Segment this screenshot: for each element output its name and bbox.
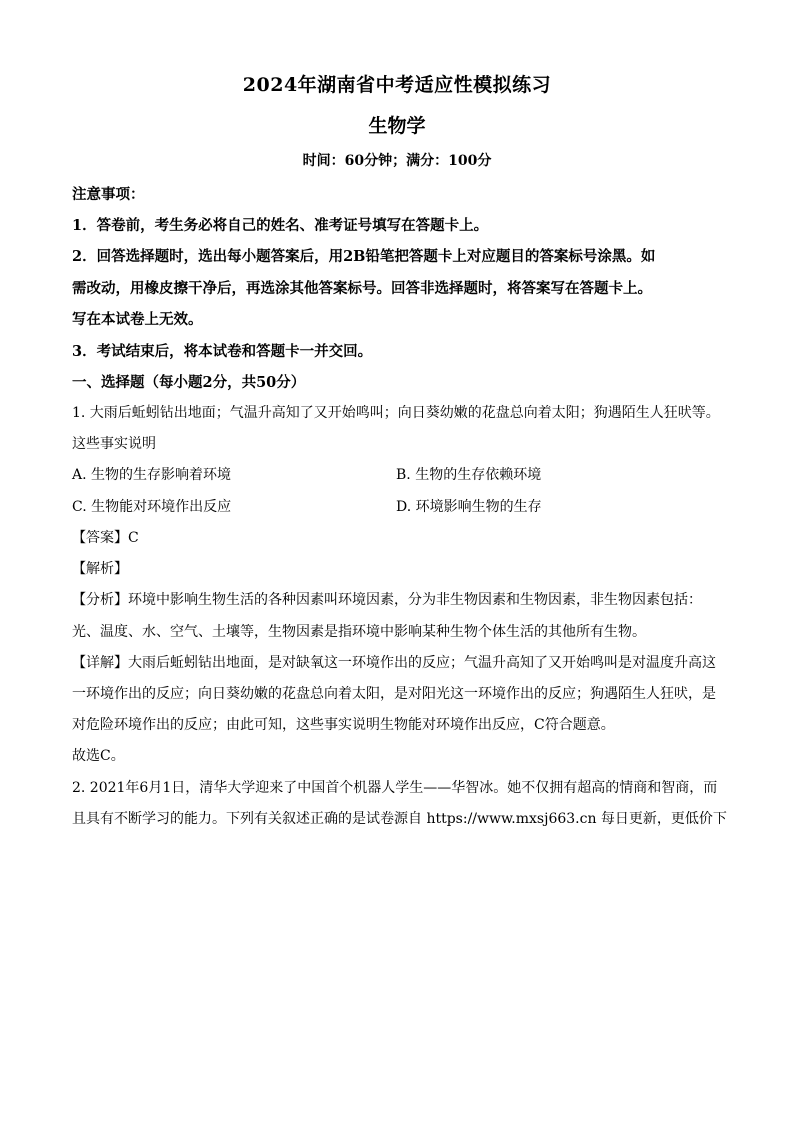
q1-fenxi-line-1: 【分析】环境中影响生物生活的各种因素叫环境因素，分为非生物因素和生物因素，非生物因素包括： bbox=[72, 592, 702, 608]
q1-detail-line-1: 【详解】大雨后蚯蚓钻出地面，是对缺氧这一环境作出的反应；气温升高知了又开始鸣叫是对温度升高这 bbox=[72, 655, 716, 671]
notice-item-1: 1．答卷前，考生务必将自己的姓名、准考证号填写在答题卡上。 bbox=[72, 217, 489, 234]
section-heading: 一、选择题（每小题2分，共50分） bbox=[72, 374, 306, 391]
q1-option-a: A. 生物的生存影响着环境 bbox=[72, 467, 232, 483]
notice-item-2-line-3: 写在本试卷上无效。 bbox=[72, 311, 203, 328]
notice-item-2-line-1: 2．回答选择题时，选出每小题答案后，用2B铅笔把答题卡上对应题目的答案标号涂黑。如 bbox=[72, 248, 656, 265]
q1-option-c: C. 生物能对环境作出反应 bbox=[72, 499, 232, 515]
time-info: 时间：60分钟；满分：100分 bbox=[302, 153, 492, 169]
notice-item-2-line-2: 需改动，用橡皮擦干净后，再选涂其他答案标号。回答非选择题时，将答案写在答题卡上。 bbox=[72, 280, 652, 297]
q1-fenxi-line-2: 光、温度、水、空气、土壤等，生物因素是指环境中影响某种生物个体生活的其他所有生物。 bbox=[72, 624, 646, 640]
q2-stem-line-1: 2. 2021年6月1日，清华大学迎来了中国首个机器人学生——华智冰。她不仅拥有超高的情商和智商，而 bbox=[72, 780, 718, 796]
exam-title: 2024年湖南省中考适应性模拟练习 bbox=[242, 74, 552, 96]
q1-answer: 【答案】C bbox=[72, 530, 139, 546]
q1-analysis-tag: 【解析】 bbox=[72, 561, 128, 577]
q2-stem-line-2: 且具有不断学习的能力。下列有关叙述正确的是试卷源自 https://www.mxsj663.cn 每日更新，更低价下 bbox=[72, 811, 727, 827]
q1-conclusion: 故选C。 bbox=[72, 748, 125, 764]
notice-item-3: 3．考试结束后，将本试卷和答题卡一并交回。 bbox=[72, 343, 373, 360]
q1-detail-line-2: 一环境作出的反应；向日葵幼嫩的花盘总向着太阳，是对阳光这一环境作出的反应；狗遇陌生人狂吠，是 bbox=[72, 686, 716, 702]
q1-stem-line-2: 这些事实说明 bbox=[72, 436, 156, 452]
subject-title: 生物学 bbox=[368, 115, 426, 137]
notice-heading: 注意事项： bbox=[72, 186, 145, 203]
q1-stem-line-1: 1. 大雨后蚯蚓钻出地面；气温升高知了又开始鸣叫；向日葵幼嫩的花盘总向着太阳；狗遇陌生人狂吠等。 bbox=[72, 405, 720, 421]
q1-option-d: D. 环境影响生物的生存 bbox=[396, 499, 542, 515]
q1-option-b: B. 生物的生存依赖环境 bbox=[396, 467, 542, 483]
q1-detail-line-3: 对危险环境作出的反应；由此可知，这些事实说明生物能对环境作出反应，C符合题意。 bbox=[72, 717, 615, 733]
